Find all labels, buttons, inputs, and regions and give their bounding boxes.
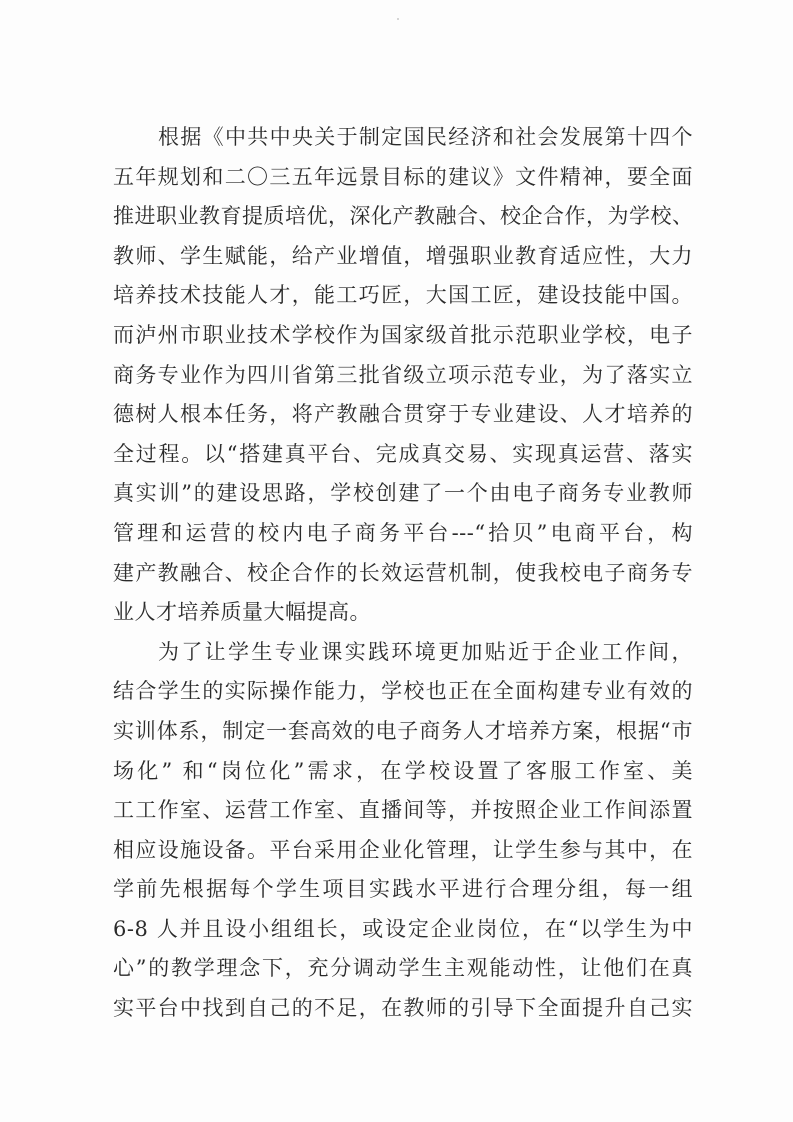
paragraph-2-line: 工工作室、运营工作室、直播间等，并按照企业工作间添置 <box>113 798 693 823</box>
paragraph-1-line: 培养技术技能人才，能工巧匠，大国工匠，建设技能中国。 <box>113 283 693 308</box>
body-text <box>113 118 693 1029</box>
paragraph-1-line: 建产教融合、校企合作的长效运营机制，使我校电子商务专 <box>113 560 693 585</box>
paragraph-2-line: 场化” 和“岗位化”需求，在学校设置了客服工作室、美 <box>113 758 693 783</box>
paragraph-1-line: 全过程。以“搭建真平台、完成真交易、实现真运营、落实 <box>113 441 693 466</box>
paragraph-1-line: 五年规划和二〇三五年远景目标的建议》文件精神，要全面 <box>113 164 693 189</box>
paragraph-2-line: 相应设施设备。平台采用企业化管理，让学生参与其中，在 <box>113 837 693 862</box>
paragraph-2-line: 6-8 人并且设小组组长，或设定企业岗位，在“以学生为中 <box>113 916 693 941</box>
paragraph-1-line: 业人才培养质量大幅提高。 <box>113 600 371 625</box>
paragraph-2-line: 实平台中找到自己的不足，在教师的引导下全面提升自己实 <box>113 996 693 1021</box>
paragraph-2-line: 学前先根据每个学生项目实践水平进行合理分组，每一组 <box>113 877 693 902</box>
paragraph-1 <box>113 118 693 633</box>
paragraph-1-line: 德树人根本任务，将产教融合贯穿于专业建设、人才培养的 <box>113 402 693 427</box>
paragraph-1-line: 根据《中共中央关于制定国民经济和社会发展第十四个 <box>158 125 693 149</box>
paragraph-1-line: 真实训”的建设思路，学校创建了一个由电子商务专业教师 <box>113 481 693 506</box>
paragraph-1-line: 而泸州市职业技术学校作为国家级首批示范职业学校，电子 <box>113 322 693 347</box>
paragraph-2-line: 为了让学生专业课实践环境更加贴近于企业工作间， <box>158 639 693 664</box>
paragraph-1-line: 教师、学生赋能，给产业增值，增强职业教育适应性，大力 <box>113 243 693 268</box>
paragraph-1-line: 推进职业教育提质培优，深化产教融合、校企合作，为学校、 <box>113 204 694 229</box>
paragraph-1-line: 管理和运营的校内电子商务平台---“拾贝”电商平台，构 <box>113 520 693 545</box>
scan-mark <box>397 18 399 20</box>
paragraph-2 <box>113 633 693 1029</box>
paragraph-2-line: 结合学生的实际操作能力，学校也正在全面构建专业有效的 <box>113 679 693 704</box>
paragraph-2-line: 实训体系，制定一套高效的电子商务人才培养方案，根据“市 <box>113 718 693 743</box>
paragraph-1-line: 商务专业作为四川省第三批省级立项示范专业，为了落实立 <box>113 362 693 387</box>
paragraph-2-line: 心”的教学理念下，充分调动学生主观能动性，让他们在真 <box>113 956 693 981</box>
